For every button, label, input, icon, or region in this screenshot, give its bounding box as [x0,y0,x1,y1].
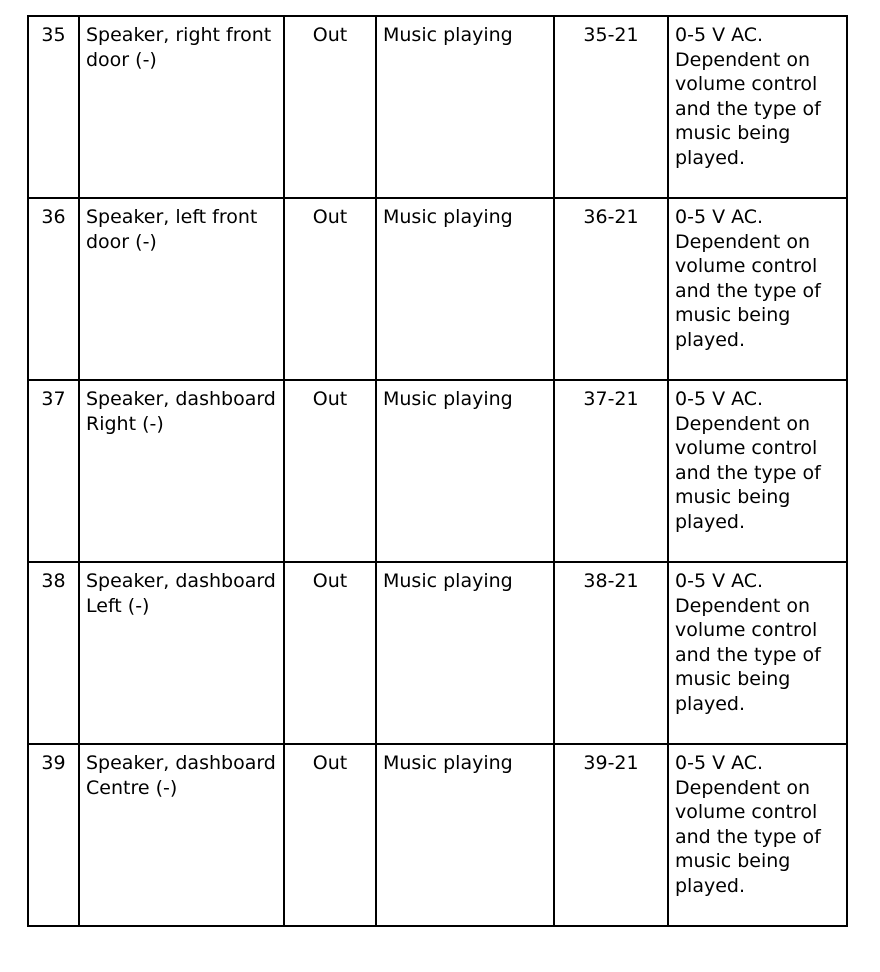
direction-cell: Out [284,16,376,198]
reference-cell: 37-21 [554,380,668,562]
condition-cell: Music playing [376,198,554,380]
function-cell: Speaker, dashboard Left (-) [79,562,284,744]
pin-number-cell: 39 [28,744,79,926]
value-cell: 0-5 V AC. Dependent on volume control and the type of music being played. [668,562,847,744]
condition-cell: Music playing [376,380,554,562]
function-cell: Speaker, left front door (-) [79,198,284,380]
direction-cell: Out [284,198,376,380]
reference-cell: 38-21 [554,562,668,744]
value-cell: 0-5 V AC. Dependent on volume control and the type of music being played. [668,16,847,198]
reference-cell: 35-21 [554,16,668,198]
table-row [28,16,847,198]
table-row [28,380,847,562]
condition-cell: Music playing [376,744,554,926]
function-cell: Speaker, right front door (-) [79,16,284,198]
table-row [28,198,847,380]
pin-number-cell: 36 [28,198,79,380]
value-cell: 0-5 V AC. Dependent on volume control and the type of music being played. [668,198,847,380]
direction-cell: Out [284,744,376,926]
condition-cell: Music playing [376,562,554,744]
reference-cell: 36-21 [554,198,668,380]
direction-cell: Out [284,380,376,562]
condition-cell: Music playing [376,16,554,198]
reference-cell: 39-21 [554,744,668,926]
pin-table [27,15,848,927]
pin-number-cell: 38 [28,562,79,744]
function-cell: Speaker, dashboard Right (-) [79,380,284,562]
direction-cell: Out [284,562,376,744]
pin-number-cell: 35 [28,16,79,198]
pin-number-cell: 37 [28,380,79,562]
table-row [28,562,847,744]
table-row [28,744,847,926]
value-cell: 0-5 V AC. Dependent on volume control and the type of music being played. [668,744,847,926]
value-cell: 0-5 V AC. Dependent on volume control and the type of music being played. [668,380,847,562]
function-cell: Speaker, dashboard Centre (-) [79,744,284,926]
